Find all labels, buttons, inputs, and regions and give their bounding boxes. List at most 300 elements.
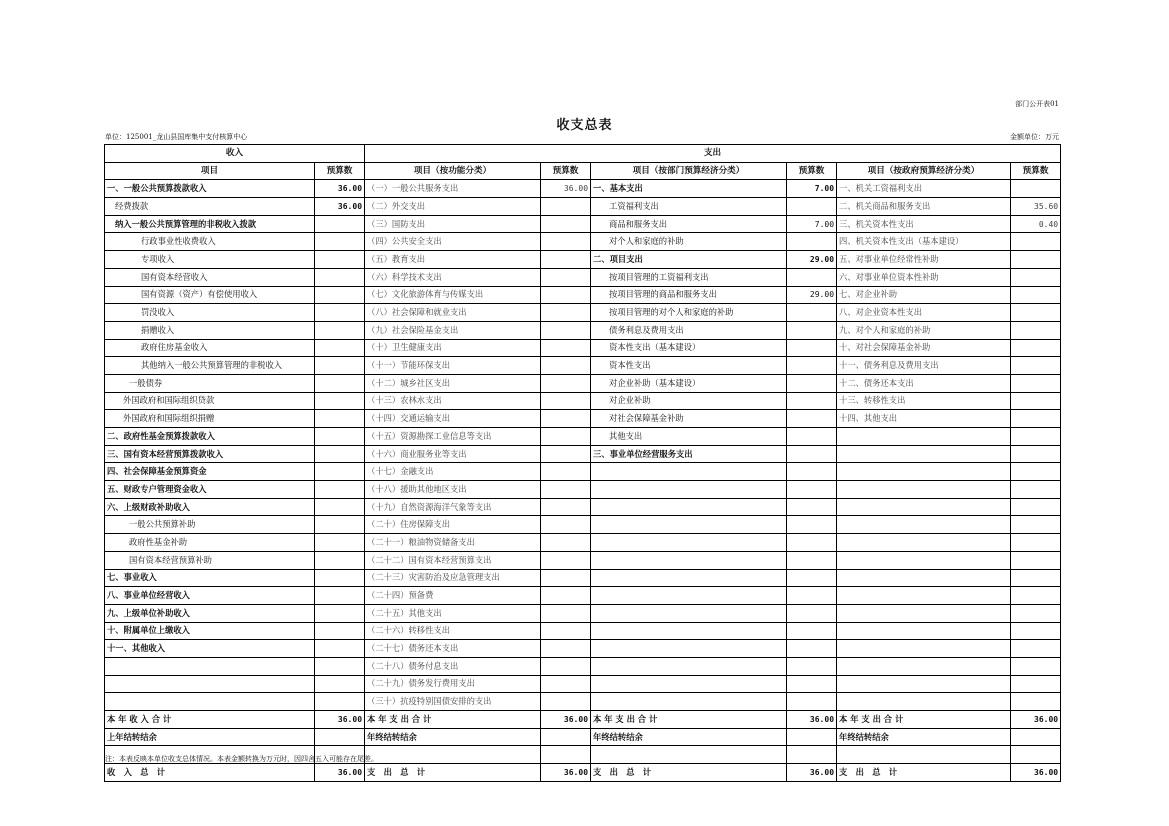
income-item (105, 693, 315, 711)
dept-value (787, 569, 837, 587)
income-item: 国有资本经营收入 (105, 268, 315, 286)
func-value (541, 198, 591, 216)
func-value (541, 587, 591, 605)
gov-value (1011, 357, 1061, 375)
func-value (541, 534, 591, 552)
income-value (315, 551, 365, 569)
gov-total-label: 本 年 支 出 合 计 (837, 711, 1011, 729)
gov-value (1011, 640, 1061, 658)
table-row (105, 516, 1061, 534)
table-row (105, 410, 1061, 428)
func-value (541, 339, 591, 357)
blank-cell (1011, 746, 1061, 764)
dept-value (787, 516, 837, 534)
gov-item: 二、机关商品和服务支出 (837, 198, 1011, 216)
income-value (315, 516, 365, 534)
blank-cell (541, 746, 591, 764)
table-row (105, 251, 1061, 269)
func-item: （十八）援助其他地区支出 (365, 481, 541, 499)
func-item: （十七）金融支出 (365, 463, 541, 481)
table-row (105, 640, 1061, 658)
func-total-label: 本 年 支 出 合 计 (365, 711, 541, 729)
budget-table (104, 144, 1061, 782)
table-row (105, 357, 1061, 375)
table-row (105, 286, 1061, 304)
table-column-row (105, 162, 1061, 180)
func-value (541, 321, 591, 339)
func-value (541, 215, 591, 233)
income-value (315, 604, 365, 622)
dept-value (787, 304, 837, 322)
page-title: 收支总表 (556, 118, 613, 133)
dept-carry-value (787, 728, 837, 746)
income-total-value: 36.00 (315, 711, 365, 729)
dept-value (787, 339, 837, 357)
dept-value (787, 321, 837, 339)
dept-value (787, 233, 837, 251)
col-dept: 项目（按部门预算经济分类） (591, 162, 787, 180)
dept-value (787, 392, 837, 410)
income-carry-label: 上年结转结余 (105, 728, 315, 746)
dept-item (591, 693, 787, 711)
table-row (105, 622, 1061, 640)
income-item: 国有资源（资产）有偿使用收入 (105, 286, 315, 304)
table-row (105, 392, 1061, 410)
func-value (541, 622, 591, 640)
income-item: 政府性基金补助 (105, 534, 315, 552)
func-item: （一）一般公共服务支出 (365, 180, 541, 198)
gov-item (837, 587, 1011, 605)
income-value (315, 268, 365, 286)
income-value (315, 640, 365, 658)
dept-item: 对企业补助 (591, 392, 787, 410)
func-item: （十六）商业服务业等支出 (365, 445, 541, 463)
dept-item (591, 675, 787, 693)
func-value (541, 516, 591, 534)
income-item: 五、财政专户管理资金收入 (105, 481, 315, 499)
gov-item (837, 675, 1011, 693)
table-row (105, 534, 1061, 552)
gov-item: 五、对事业单位经常性补助 (837, 251, 1011, 269)
gov-item: 十一、债务利息及费用支出 (837, 357, 1011, 375)
gov-value (1011, 304, 1061, 322)
dept-item (591, 481, 787, 499)
income-value (315, 693, 365, 711)
func-item: （二十）住房保障支出 (365, 516, 541, 534)
dept-value (787, 587, 837, 605)
func-value (541, 251, 591, 269)
table-header-row (105, 145, 1061, 163)
gov-item (837, 445, 1011, 463)
func-item: （十三）农林水支出 (365, 392, 541, 410)
dept-value (787, 445, 837, 463)
gov-total-value: 36.00 (1011, 711, 1061, 729)
dept-value (787, 410, 837, 428)
gov-item (837, 516, 1011, 534)
dept-item: 按项目管理的对个人和家庭的补助 (591, 304, 787, 322)
func-value (541, 357, 591, 375)
gov-value: 0.40 (1011, 215, 1061, 233)
dept-item (591, 657, 787, 675)
dept-value (787, 551, 837, 569)
income-item: 六、上级财政补助收入 (105, 498, 315, 516)
dept-value (787, 693, 837, 711)
gov-item (837, 640, 1011, 658)
gov-value (1011, 410, 1061, 428)
dept-item (591, 516, 787, 534)
income-value (315, 321, 365, 339)
gov-item: 十、对社会保障基金补助 (837, 339, 1011, 357)
func-total-label: 支 出 总 计 (365, 764, 541, 782)
gov-item: 一、机关工资福利支出 (837, 180, 1011, 198)
table-row (105, 445, 1061, 463)
income-item: 外国政府和国际组织捐赠 (105, 410, 315, 428)
table-row (105, 428, 1061, 446)
income-item: 行政事业性收费收入 (105, 233, 315, 251)
gov-carry-value (1011, 728, 1061, 746)
income-item: 九、上级单位补助收入 (105, 604, 315, 622)
func-total-value: 36.00 (541, 764, 591, 782)
func-value (541, 392, 591, 410)
blank-cell (837, 746, 1011, 764)
year-total-row (105, 711, 1061, 729)
func-item: （二十四）预备费 (365, 587, 541, 605)
gov-item (837, 569, 1011, 587)
table-row (105, 587, 1061, 605)
income-item: 三、国有资本经营预算拨款收入 (105, 445, 315, 463)
gov-value (1011, 463, 1061, 481)
income-value (315, 622, 365, 640)
dept-value (787, 622, 837, 640)
income-value (315, 286, 365, 304)
dept-total-value: 36.00 (787, 764, 837, 782)
income-item: 其他纳入一般公共预算管理的非税收入 (105, 357, 315, 375)
income-item: 经费拨款 (105, 198, 315, 216)
func-item: （二十五）其他支出 (365, 604, 541, 622)
gov-total-label: 支 出 总 计 (837, 764, 1011, 782)
dept-value: 7.00 (787, 215, 837, 233)
dept-item: 一、基本支出 (591, 180, 787, 198)
func-item: （十五）资源勘探工业信息等支出 (365, 428, 541, 446)
income-value (315, 410, 365, 428)
dept-value: 29.00 (787, 286, 837, 304)
dept-value (787, 657, 837, 675)
gov-item (837, 693, 1011, 711)
dept-item: 对个人和家庭的补助 (591, 233, 787, 251)
func-item: （三十）抗疫特别国债安排的支出 (365, 693, 541, 711)
income-value (315, 569, 365, 587)
func-item: （二十九）债务发行费用支出 (365, 675, 541, 693)
gov-value (1011, 604, 1061, 622)
table-row (105, 321, 1061, 339)
dept-item: 其他支出 (591, 428, 787, 446)
dept-item (591, 587, 787, 605)
dept-value (787, 675, 837, 693)
income-item: 捐赠收入 (105, 321, 315, 339)
gov-carry-label: 年终结转结余 (837, 728, 1011, 746)
dept-value (787, 268, 837, 286)
gov-item: 八、对企业资本性支出 (837, 304, 1011, 322)
func-item: （二十六）转移性支出 (365, 622, 541, 640)
func-item: （二）外交支出 (365, 198, 541, 216)
table-row (105, 657, 1061, 675)
income-item: 政府住房基金收入 (105, 339, 315, 357)
gov-item (837, 604, 1011, 622)
dept-item (591, 498, 787, 516)
income-value (315, 445, 365, 463)
gov-value: 35.60 (1011, 198, 1061, 216)
dept-value (787, 428, 837, 446)
grand-total-row (105, 764, 1061, 782)
gov-value (1011, 498, 1061, 516)
func-item: （二十八）债务付息支出 (365, 657, 541, 675)
func-carry-label: 年终结转结余 (365, 728, 541, 746)
gov-value (1011, 445, 1061, 463)
income-value (315, 481, 365, 499)
income-value (315, 657, 365, 675)
gov-value (1011, 587, 1061, 605)
income-value (315, 374, 365, 392)
col-item: 项目 (105, 162, 315, 180)
func-value (541, 304, 591, 322)
table-row (105, 481, 1061, 499)
gov-value (1011, 657, 1061, 675)
table-row (105, 215, 1061, 233)
table-row (105, 268, 1061, 286)
gov-item: 七、对企业补助 (837, 286, 1011, 304)
money-unit-label: 金额单位：万元 (1010, 133, 1059, 141)
income-value (315, 233, 365, 251)
gov-value (1011, 428, 1061, 446)
dept-value (787, 534, 837, 552)
func-value (541, 428, 591, 446)
table-tag: 部门公开表01 (1015, 100, 1059, 108)
table-row (105, 693, 1061, 711)
gov-total-value: 36.00 (1011, 764, 1061, 782)
dept-value: 7.00 (787, 180, 837, 198)
dept-item: 按项目管理的工资福利支出 (591, 268, 787, 286)
gov-value (1011, 286, 1061, 304)
income-value (315, 304, 365, 322)
func-item: （四）公共安全支出 (365, 233, 541, 251)
func-value (541, 374, 591, 392)
dept-total-value: 36.00 (787, 711, 837, 729)
col-budget: 预算数 (787, 162, 837, 180)
func-value (541, 657, 591, 675)
dept-item: 对企业补助（基本建设） (591, 374, 787, 392)
gov-value (1011, 180, 1061, 198)
func-item: （十九）自然资源海洋气象等支出 (365, 498, 541, 516)
gov-item (837, 498, 1011, 516)
dept-item: 债务利息及费用支出 (591, 321, 787, 339)
gov-value (1011, 516, 1061, 534)
income-item: 八、事业单位经营收入 (105, 587, 315, 605)
col-budget: 预算数 (1011, 162, 1061, 180)
income-item: 一、一般公共预算拨款收入 (105, 180, 315, 198)
income-value (315, 498, 365, 516)
gov-value (1011, 569, 1061, 587)
dept-total-label: 本 年 支 出 合 计 (591, 711, 787, 729)
table-row (105, 569, 1061, 587)
dept-item: 三、事业单位经营服务支出 (591, 445, 787, 463)
income-value (315, 215, 365, 233)
gov-value (1011, 251, 1061, 269)
income-total-label: 收 入 总 计 (105, 764, 315, 782)
dept-item: 资本性支出（基本建设） (591, 339, 787, 357)
income-header: 收入 (105, 145, 365, 163)
table-row (105, 180, 1061, 198)
gov-value (1011, 481, 1061, 499)
func-item: （十四）交通运输支出 (365, 410, 541, 428)
income-item: 十、附属单位上缴收入 (105, 622, 315, 640)
income-item: 专项收入 (105, 251, 315, 269)
col-func: 项目（按功能分类） (365, 162, 541, 180)
table-row (105, 463, 1061, 481)
table-row (105, 374, 1061, 392)
table-row (105, 551, 1061, 569)
footnote: 注：本表反映本单位收支总体情况。本表金额转换为万元时，因四舍五入可能存在尾差。 (105, 755, 378, 763)
table-row (105, 675, 1061, 693)
gov-value (1011, 374, 1061, 392)
func-item: （九）社会保险基金支出 (365, 321, 541, 339)
func-item: （二十一）粮油物资储备支出 (365, 534, 541, 552)
gov-value (1011, 339, 1061, 357)
gov-item (837, 622, 1011, 640)
func-value (541, 640, 591, 658)
income-item: 一般债券 (105, 374, 315, 392)
gov-value (1011, 551, 1061, 569)
func-item: （二十三）灾害防治及应急管理支出 (365, 569, 541, 587)
dept-item: 二、项目支出 (591, 251, 787, 269)
gov-item (837, 657, 1011, 675)
dept-carry-label: 年终结转结余 (591, 728, 787, 746)
blank-cell (591, 746, 787, 764)
dept-value (787, 357, 837, 375)
dept-value (787, 481, 837, 499)
func-value (541, 569, 591, 587)
income-item (105, 675, 315, 693)
func-value (541, 498, 591, 516)
func-item: （五）教育支出 (365, 251, 541, 269)
income-value (315, 251, 365, 269)
func-carry-value (541, 728, 591, 746)
func-item: （二十二）国有资本经营预算支出 (365, 551, 541, 569)
gov-value (1011, 268, 1061, 286)
income-value (315, 587, 365, 605)
gov-value (1011, 675, 1061, 693)
gov-value (1011, 392, 1061, 410)
func-item: （三）国防支出 (365, 215, 541, 233)
func-value (541, 463, 591, 481)
dept-value (787, 604, 837, 622)
table-body (105, 145, 1061, 782)
income-item: 四、社会保障基金预算资金 (105, 463, 315, 481)
dept-item: 商品和服务支出 (591, 215, 787, 233)
income-item: 罚没收入 (105, 304, 315, 322)
income-total-label: 本 年 收 入 合 计 (105, 711, 315, 729)
income-carry-value (315, 728, 365, 746)
income-value (315, 675, 365, 693)
dept-item (591, 551, 787, 569)
func-item: （二十七）债务还本支出 (365, 640, 541, 658)
func-value (541, 604, 591, 622)
income-item: 外国政府和国际组织贷款 (105, 392, 315, 410)
table-row (105, 304, 1061, 322)
func-value (541, 286, 591, 304)
income-total-value: 36.00 (315, 764, 365, 782)
expense-header: 支出 (365, 145, 1061, 163)
income-value (315, 534, 365, 552)
income-item (105, 657, 315, 675)
col-budget: 预算数 (541, 162, 591, 180)
gov-item (837, 551, 1011, 569)
carry-row (105, 728, 1061, 746)
dept-item (591, 463, 787, 481)
gov-item (837, 463, 1011, 481)
table-row (105, 233, 1061, 251)
income-value (315, 357, 365, 375)
gov-value (1011, 321, 1061, 339)
func-total-value: 36.00 (541, 711, 591, 729)
gov-item (837, 481, 1011, 499)
gov-item: 九、对个人和家庭的补助 (837, 321, 1011, 339)
dept-item (591, 640, 787, 658)
income-value (315, 339, 365, 357)
func-value (541, 675, 591, 693)
gov-item: 十四、其他支出 (837, 410, 1011, 428)
income-item: 七、事业收入 (105, 569, 315, 587)
table-row (105, 339, 1061, 357)
gov-item: 三、机关资本性支出 (837, 215, 1011, 233)
dept-item: 资本性支出 (591, 357, 787, 375)
dept-item: 按项目管理的商品和服务支出 (591, 286, 787, 304)
func-value (541, 445, 591, 463)
dept-value (787, 374, 837, 392)
blank-cell (365, 746, 541, 764)
dept-item: 工资福利支出 (591, 198, 787, 216)
gov-value (1011, 693, 1061, 711)
income-item: 一般公共预算补助 (105, 516, 315, 534)
dept-value: 29.00 (787, 251, 837, 269)
func-value (541, 233, 591, 251)
gov-value (1011, 233, 1061, 251)
dept-value (787, 198, 837, 216)
gov-item (837, 428, 1011, 446)
dept-item (591, 569, 787, 587)
income-value (315, 463, 365, 481)
blank-cell (787, 746, 837, 764)
income-item: 二、政府性基金预算拨款收入 (105, 428, 315, 446)
income-value: 36.00 (315, 198, 365, 216)
income-item: 国有资本经营预算补助 (105, 551, 315, 569)
func-item: （十二）城乡社区支出 (365, 374, 541, 392)
col-budget: 预算数 (315, 162, 365, 180)
income-value (315, 392, 365, 410)
func-value (541, 551, 591, 569)
income-value: 36.00 (315, 180, 365, 198)
col-gov: 项目（按政府预算经济分类） (837, 162, 1011, 180)
func-value: 36.00 (541, 180, 591, 198)
income-item: 纳入一般公共预算管理的非税收入拨款 (105, 215, 315, 233)
gov-item: 十三、转移性支出 (837, 392, 1011, 410)
func-item: （八）社会保障和就业支出 (365, 304, 541, 322)
func-value (541, 410, 591, 428)
func-item: （十一）节能环保支出 (365, 357, 541, 375)
unit-label: 单位：125001_龙山县国库集中支付核算中心 (105, 133, 248, 141)
func-item: （十）卫生健康支出 (365, 339, 541, 357)
dept-value (787, 463, 837, 481)
income-item: 十一、其他收入 (105, 640, 315, 658)
